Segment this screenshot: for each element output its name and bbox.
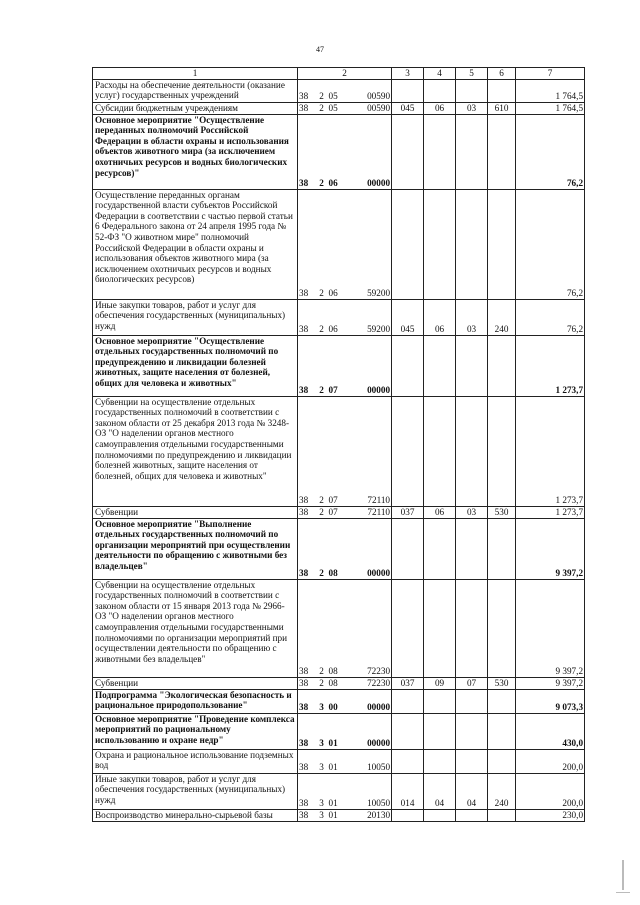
row-amount: 9 397,2 xyxy=(516,677,585,689)
row-code-activity: 00 xyxy=(328,689,350,713)
row-col-4: 04 xyxy=(424,773,456,809)
row-col-6 xyxy=(488,713,516,749)
page-number: 47 xyxy=(316,45,324,54)
row-code-subprogram: 2 xyxy=(316,299,328,335)
row-code-subprogram: 3 xyxy=(316,713,328,749)
table-row xyxy=(93,299,585,335)
row-name: Субвенции на осуществление отдельных государственных полномочий в соответствии с законом области от 25 декабря 2013 года № 3248-ОЗ "О наделении органов местного самоуправления отдельными государственными полномочиями по предупреждению и ликвидации болезней животных, защите населения от болезней, общих для человека и животных" xyxy=(93,396,298,506)
row-code-direction: 20130 xyxy=(350,809,392,821)
row-code-subprogram: 2 xyxy=(316,102,328,114)
row-amount: 1 764,5 xyxy=(516,102,585,114)
row-col-3 xyxy=(392,79,424,102)
table-row xyxy=(93,102,585,114)
row-name: Охрана и рациональное использование подземных вод xyxy=(93,749,298,773)
row-code-activity: 01 xyxy=(328,749,350,773)
row-col-6 xyxy=(488,79,516,102)
row-code-activity: 08 xyxy=(328,518,350,579)
row-code-direction: 72110 xyxy=(350,396,392,506)
row-code-direction: 59200 xyxy=(350,189,392,299)
row-code-direction: 00000 xyxy=(350,689,392,713)
row-col-4 xyxy=(424,114,456,189)
row-amount: 1 273,7 xyxy=(516,335,585,396)
row-code-program: 38 xyxy=(298,677,316,689)
row-col-6 xyxy=(488,689,516,713)
row-col-3 xyxy=(392,335,424,396)
row-code-subprogram: 2 xyxy=(316,335,328,396)
row-code-program: 38 xyxy=(298,79,316,102)
row-code-direction: 00000 xyxy=(350,114,392,189)
row-code-subprogram: 3 xyxy=(316,749,328,773)
row-col-5: 03 xyxy=(456,506,488,518)
row-amount: 200,0 xyxy=(516,749,585,773)
column-header-6: 6 xyxy=(488,68,516,80)
row-code-subprogram: 3 xyxy=(316,773,328,809)
row-code-program: 38 xyxy=(298,749,316,773)
row-col-4 xyxy=(424,749,456,773)
row-col-3 xyxy=(392,809,424,821)
row-col-5 xyxy=(456,114,488,189)
row-col-3: 045 xyxy=(392,299,424,335)
row-amount: 1 273,7 xyxy=(516,396,585,506)
row-col-3 xyxy=(392,689,424,713)
row-code-program: 38 xyxy=(298,396,316,506)
row-col-4 xyxy=(424,809,456,821)
row-col-4 xyxy=(424,335,456,396)
row-code-subprogram: 2 xyxy=(316,189,328,299)
row-col-6 xyxy=(488,579,516,677)
row-col-4: 09 xyxy=(424,677,456,689)
row-col-3: 045 xyxy=(392,102,424,114)
row-code-program: 38 xyxy=(298,773,316,809)
row-amount: 1 764,5 xyxy=(516,79,585,102)
row-name: Иные закупки товаров, работ и услуг для обеспечения государственных (муниципальных) нужд xyxy=(93,299,298,335)
row-col-6: 530 xyxy=(488,506,516,518)
row-amount: 76,2 xyxy=(516,114,585,189)
row-col-4: 06 xyxy=(424,299,456,335)
row-amount: 76,2 xyxy=(516,299,585,335)
row-col-6 xyxy=(488,114,516,189)
table-row xyxy=(93,506,585,518)
column-header-row xyxy=(93,68,585,80)
table-row xyxy=(93,809,585,821)
row-name: Основное мероприятие "Проведение комплекса мероприятий по рациональному использованию и охране недр" xyxy=(93,713,298,749)
table-row xyxy=(93,189,585,299)
row-col-3 xyxy=(392,713,424,749)
row-col-3 xyxy=(392,579,424,677)
row-col-5 xyxy=(456,189,488,299)
row-code-subprogram: 2 xyxy=(316,79,328,102)
row-col-4: 06 xyxy=(424,506,456,518)
row-name: Субвенции на осуществление отдельных государственных полномочий в соответствии с законом области от 15 января 2013 года № 2966-ОЗ "О наделении органов местного самоуправления отдельными государственными полномочиями по организации мероприятий при осуществлении деятельности по обращению с животными без владельцев" xyxy=(93,579,298,677)
row-code-activity: 07 xyxy=(328,396,350,506)
row-col-5 xyxy=(456,335,488,396)
row-col-5: 03 xyxy=(456,102,488,114)
row-col-5 xyxy=(456,809,488,821)
row-code-activity: 01 xyxy=(328,809,350,821)
column-header-3: 3 xyxy=(392,68,424,80)
row-col-6 xyxy=(488,809,516,821)
row-amount: 9 073,3 xyxy=(516,689,585,713)
table-row xyxy=(93,773,585,809)
row-code-direction: 72110 xyxy=(350,506,392,518)
column-header-5: 5 xyxy=(456,68,488,80)
row-amount: 9 397,2 xyxy=(516,579,585,677)
row-col-5 xyxy=(456,579,488,677)
budget-table xyxy=(92,67,585,822)
row-code-program: 38 xyxy=(298,809,316,821)
row-code-subprogram: 2 xyxy=(316,579,328,677)
row-code-program: 38 xyxy=(298,299,316,335)
table-row xyxy=(93,677,585,689)
row-name: Иные закупки товаров, работ и услуг для обеспечения государственных (муниципальных) нужд xyxy=(93,773,298,809)
row-amount: 430,0 xyxy=(516,713,585,749)
row-code-program: 38 xyxy=(298,689,316,713)
row-code-program: 38 xyxy=(298,713,316,749)
row-code-subprogram: 2 xyxy=(316,506,328,518)
row-code-activity: 01 xyxy=(328,713,350,749)
row-code-direction: 00590 xyxy=(350,79,392,102)
row-amount: 76,2 xyxy=(516,189,585,299)
table-row xyxy=(93,689,585,713)
row-col-5: 04 xyxy=(456,773,488,809)
row-name: Подпрограмма "Экологическая безопасность и рациональное природопользование" xyxy=(93,689,298,713)
row-col-5: 03 xyxy=(456,299,488,335)
row-name: Основное мероприятие "Осуществление отдельных государственных полномочий по предупреждению и ликвидации болезней животных, защите населения от болезней, общих для человека и животных" xyxy=(93,335,298,396)
row-code-subprogram: 2 xyxy=(316,114,328,189)
row-amount: 1 273,7 xyxy=(516,506,585,518)
row-col-3: 037 xyxy=(392,506,424,518)
row-col-6 xyxy=(488,335,516,396)
row-code-direction: 72230 xyxy=(350,579,392,677)
row-col-5 xyxy=(456,518,488,579)
row-code-activity: 05 xyxy=(328,79,350,102)
row-code-activity: 06 xyxy=(328,299,350,335)
table-row xyxy=(93,579,585,677)
row-col-4 xyxy=(424,579,456,677)
row-col-4: 06 xyxy=(424,102,456,114)
column-header-2: 2 xyxy=(298,68,392,80)
row-code-program: 38 xyxy=(298,189,316,299)
row-col-3 xyxy=(392,749,424,773)
row-name: Основное мероприятие "Выполнение отдельных государственных полномочий по организации мероприятий при осуществлении деятельности по обращению с животными без владельцев" xyxy=(93,518,298,579)
row-col-4 xyxy=(424,689,456,713)
row-code-activity: 06 xyxy=(328,114,350,189)
column-header-4: 4 xyxy=(424,68,456,80)
row-col-3 xyxy=(392,189,424,299)
row-col-3 xyxy=(392,396,424,506)
row-col-6: 240 xyxy=(488,773,516,809)
table-row xyxy=(93,713,585,749)
row-code-direction: 72230 xyxy=(350,677,392,689)
row-col-4 xyxy=(424,79,456,102)
row-name: Субвенции xyxy=(93,677,298,689)
row-col-5: 07 xyxy=(456,677,488,689)
column-header-1: 1 xyxy=(93,68,298,80)
row-col-3: 037 xyxy=(392,677,424,689)
row-col-4 xyxy=(424,713,456,749)
row-code-activity: 01 xyxy=(328,773,350,809)
row-code-activity: 08 xyxy=(328,579,350,677)
row-code-direction: 10050 xyxy=(350,749,392,773)
row-col-6: 240 xyxy=(488,299,516,335)
row-col-6: 610 xyxy=(488,102,516,114)
scan-mark xyxy=(622,860,624,890)
table-row xyxy=(93,114,585,189)
row-code-program: 38 xyxy=(298,506,316,518)
row-code-subprogram: 2 xyxy=(316,518,328,579)
row-code-activity: 07 xyxy=(328,506,350,518)
row-code-program: 38 xyxy=(298,102,316,114)
row-code-program: 38 xyxy=(298,335,316,396)
row-code-activity: 07 xyxy=(328,335,350,396)
row-name: Воспроизводство минерально-сырьевой базы xyxy=(93,809,298,821)
column-header-7: 7 xyxy=(516,68,585,80)
row-code-subprogram: 3 xyxy=(316,809,328,821)
table-row xyxy=(93,749,585,773)
row-code-program: 38 xyxy=(298,518,316,579)
row-code-subprogram: 2 xyxy=(316,677,328,689)
table-row xyxy=(93,518,585,579)
table-row xyxy=(93,335,585,396)
row-code-program: 38 xyxy=(298,114,316,189)
row-col-5 xyxy=(456,396,488,506)
row-col-6 xyxy=(488,518,516,579)
row-code-direction: 00000 xyxy=(350,713,392,749)
row-col-3: 014 xyxy=(392,773,424,809)
row-code-subprogram: 2 xyxy=(316,396,328,506)
row-code-direction: 00590 xyxy=(350,102,392,114)
row-col-3 xyxy=(392,114,424,189)
row-code-direction: 59200 xyxy=(350,299,392,335)
row-name: Субвенции xyxy=(93,506,298,518)
row-code-direction: 10050 xyxy=(350,773,392,809)
row-code-subprogram: 3 xyxy=(316,689,328,713)
row-col-6: 530 xyxy=(488,677,516,689)
table-row xyxy=(93,396,585,506)
row-code-activity: 05 xyxy=(328,102,350,114)
row-code-program: 38 xyxy=(298,579,316,677)
row-col-6 xyxy=(488,189,516,299)
row-name: Осуществление переданных органам государственной власти субъектов Российской Федерации в соответствии с частью первой статьи 6 Федерального закона от 24 апреля 1995 года № 52-ФЗ "О животном мире" полномочий Российской Федерации в области охраны и использования объектов животного мира (за исключением охотничьих ресурсов и водных биологических ресурсов) xyxy=(93,189,298,299)
table-row xyxy=(93,79,585,102)
row-col-5 xyxy=(456,713,488,749)
row-name: Субсидии бюджетным учреждениям xyxy=(93,102,298,114)
row-col-5 xyxy=(456,749,488,773)
scan-mark xyxy=(616,892,630,893)
row-amount: 9 397,2 xyxy=(516,518,585,579)
row-code-activity: 06 xyxy=(328,189,350,299)
row-col-6 xyxy=(488,749,516,773)
row-name: Расходы на обеспечение деятельности (оказание услуг) государственных учреждений xyxy=(93,79,298,102)
row-name: Основное мероприятие "Осуществление переданных полномочий Российской Федерации в области охраны и использования объектов животного мира (за исключением охотничьих ресурсов и водных биологических ресурсов)" xyxy=(93,114,298,189)
row-amount: 200,0 xyxy=(516,773,585,809)
row-amount: 230,0 xyxy=(516,809,585,821)
row-col-3 xyxy=(392,518,424,579)
row-col-4 xyxy=(424,518,456,579)
row-col-6 xyxy=(488,396,516,506)
row-code-activity: 08 xyxy=(328,677,350,689)
row-code-direction: 00000 xyxy=(350,335,392,396)
row-col-4 xyxy=(424,396,456,506)
row-col-5 xyxy=(456,79,488,102)
row-col-4 xyxy=(424,189,456,299)
row-col-5 xyxy=(456,689,488,713)
row-code-direction: 00000 xyxy=(350,518,392,579)
